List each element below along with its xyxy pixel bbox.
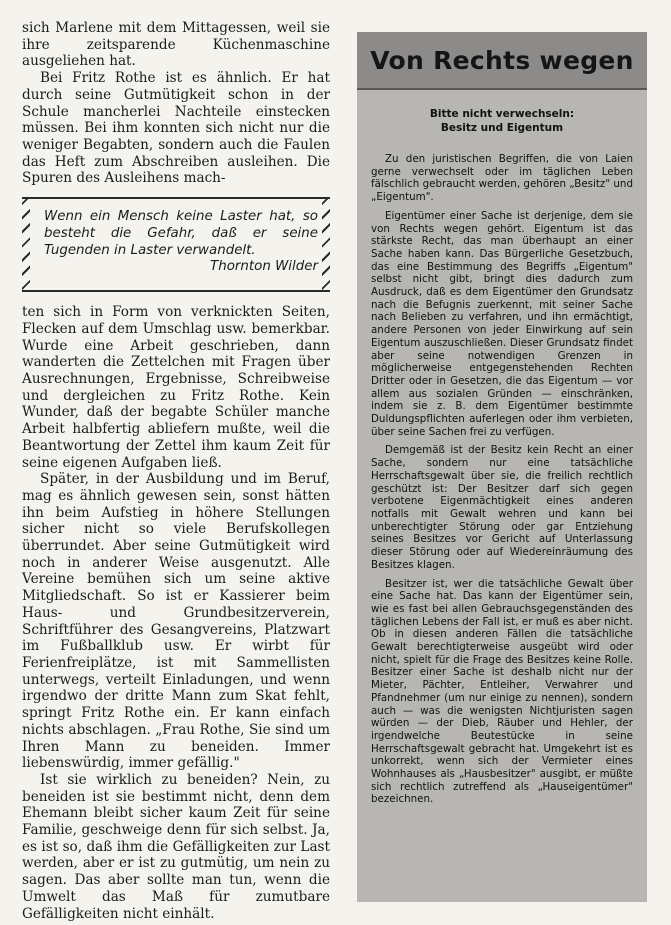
legal-sidebar-box [357, 32, 647, 902]
sidebar-body [357, 90, 647, 806]
quote-box [22, 197, 330, 292]
sidebar-paragraph-1: Zu den juristischen Begriffen, die von Laien gerne verwechselt oder im täglichen Leben fälschlich gebraucht werden, gehören „Besitz" und „Eigentum". [371, 153, 633, 204]
sidebar-header [357, 32, 647, 90]
left-paragraph-3: ten sich in Form von verknickten Seiten, Flecken auf dem Umschlag usw. bemerkbar. Wurde eine Arbeit geschrieben, dann wanderten die Zettelchen mit Fragen über Ausrechnungen, Ergebnisse, Schreibweise und dergleichen zu Fritz Rothe. Kein Wunder, daß der begabte Schüler manche Arbeit halbfertig abliefern mußte, weil die Beantwortung der Zettel ihm kaum Zeit für seine eigenen Aufgaben ließ. [22, 304, 330, 471]
left-paragraph-1: sich Marlene mit dem Mittagessen, weil sie ihre zeitsparende Küchenmaschine ausgeliehen hat. [22, 20, 330, 70]
quote-text: Wenn ein Mensch keine Laster hat, so besteht die Gefahr, daß er seine Tugenden in Laster verwandelt. [44, 209, 318, 258]
sidebar-subtitle-line-2: Besitz und Eigentum [440, 121, 564, 134]
sidebar-subtitle [371, 108, 633, 135]
sidebar-paragraph-3: Demgemäß ist der Besitz kein Recht an einer Sache, sondern nur eine tatsächliche Herrschaftsgewalt über sie, die freilich rechtlich geschützt ist: Der Besitzer darf sich gegen verbotene Eigenmächtigkeit eines anderen notfalls mit Gewalt wehren und kann bei unberechtigter Störung oder gar Entziehung seines Besitzes vor Gericht auf Unterlassung dieser Störung oder auf Wiedereinräumung des Besitzes klagen. [371, 444, 633, 571]
sidebar-paragraph-4: Besitzer ist, wer die tatsächliche Gewalt über eine Sache hat. Das kann der Eigentümer sein, wie es fast bei allen Gebrauchsgegenständen des täglichen Lebens der Fall ist, er muß es aber nicht. Ob in diesen anderen Fällen die tatsächliche Gewalt berechtigterweise ausgeübt wird oder nicht, spielt für die Frage des Besitzes keine Rolle. Besitzer einer Sache ist deshalb nicht nur der Mieter, Pächter, Entleiher, Verwahrer und Pfandnehmer (um nur einige zu nennen), sondern auch — was die wenigsten Nichtjuristen sagen würden — der Dieb, Räuber und Hehler, der irgendwelche Beutestücke in seine Herrschaftsgewalt gebracht hat. Umgekehrt ist es unkorrekt, wenn sich der Vermieter eines Wohnhauses als „Hausbesitzer" ausgibt, er müßte sich rechtlich zutreffend als „Hauseigentümer" bezeichnen. [371, 577, 633, 806]
sidebar-title: Von Rechts wegen [370, 45, 634, 75]
quote-author: Thornton Wilder [210, 259, 318, 275]
left-paragraph-2: Bei Fritz Rothe ist es ähnlich. Er hat durch seine Gutmütigkeit schon in der Schule mancherlei Nachteile einstecken müssen. Bei ihm konnten sich nicht nur die weniger Begabten, sondern auch die Faulen das Heft zum Abschreiben ausleihen. Die Spuren des Ausleihens mach- [22, 70, 330, 187]
left-paragraph-4: Später, in der Ausbildung und im Beruf, mag es ähnlich gewesen sein, sonst hätten ihn beim Aufstieg in höhere Stellungen sicher nicht so viele Berufskollegen überrundet. Aber seine Gutmütigkeit wird noch in anderer Weise ausgenutzt. Alle Vereine bemühen sich um seine aktive Mitgliedschaft. So ist er Kassierer beim Haus- und Grundbesitzerverein, Schriftführer des Gesangvereins, Platzwart im Fußballklub usw. Er wirbt für Ferienfreiplätze, ist mit Sammellisten unterwegs, verteilt Einladungen, und wenn irgendwo der dritte Mann zum Skat fehlt, springt Fritz Rothe ein. Er kann einfach nichts abschlagen. „Frau Rothe, Sie sind um Ihren Mann zu beneiden. Immer liebenswürdig, immer gefällig." [22, 471, 330, 772]
left-paragraph-5: Ist sie wirklich zu beneiden? Nein, zu beneiden ist sie bestimmt nicht, denn dem Ehemann bleibt sicher kaum Zeit für seine Familie, geschweige denn für sich selbst. Ja, es ist so, daß ihm die Gefälligkeiten zur Last werden, aber er ist zu gutmütig, um nein zu sagen. Das aber sollte man tun, wenn die Umwelt das Maß für zumutbare Gefälligkeiten nicht einhält. [22, 771, 330, 922]
article-left-column [22, 20, 330, 922]
sidebar-paragraph-2: Eigentümer einer Sache ist derjenige, dem sie von Rechts wegen gehört. Eigentum ist das stärkste Recht, das man überhaupt an einer Sache haben kann. Das Bürgerliche Gesetzbuch, das eine Bestimmung des Begriffs „Eigentum" selbst nicht gibt, bringt dies dadurch zum Ausdruck, daß es dem Eigentümer den Grundsatz nach die Befugnis zuerkennt, mit seiner Sache nach Belieben zu verfahren, und ihn ermächtigt, andere Personen von jeder Einwirkung auf sein Eigentum auszuschließen. Dieser Grundsatz findet aber seine notwendigen Grenzen in möglicherweise entgegenstehenden Rechten Dritter oder in Gesetzen, die das Eigentum — vor allem aus sozialen Gründen — einschränken, indem sie z. B. dem Eigentümer bestimmte Duldungspflichten auferlegen oder ihm verbieten, über seine Sachen frei zu verfügen. [371, 209, 633, 438]
sidebar-subtitle-line-1: Bitte nicht verwechseln: [429, 108, 575, 120]
